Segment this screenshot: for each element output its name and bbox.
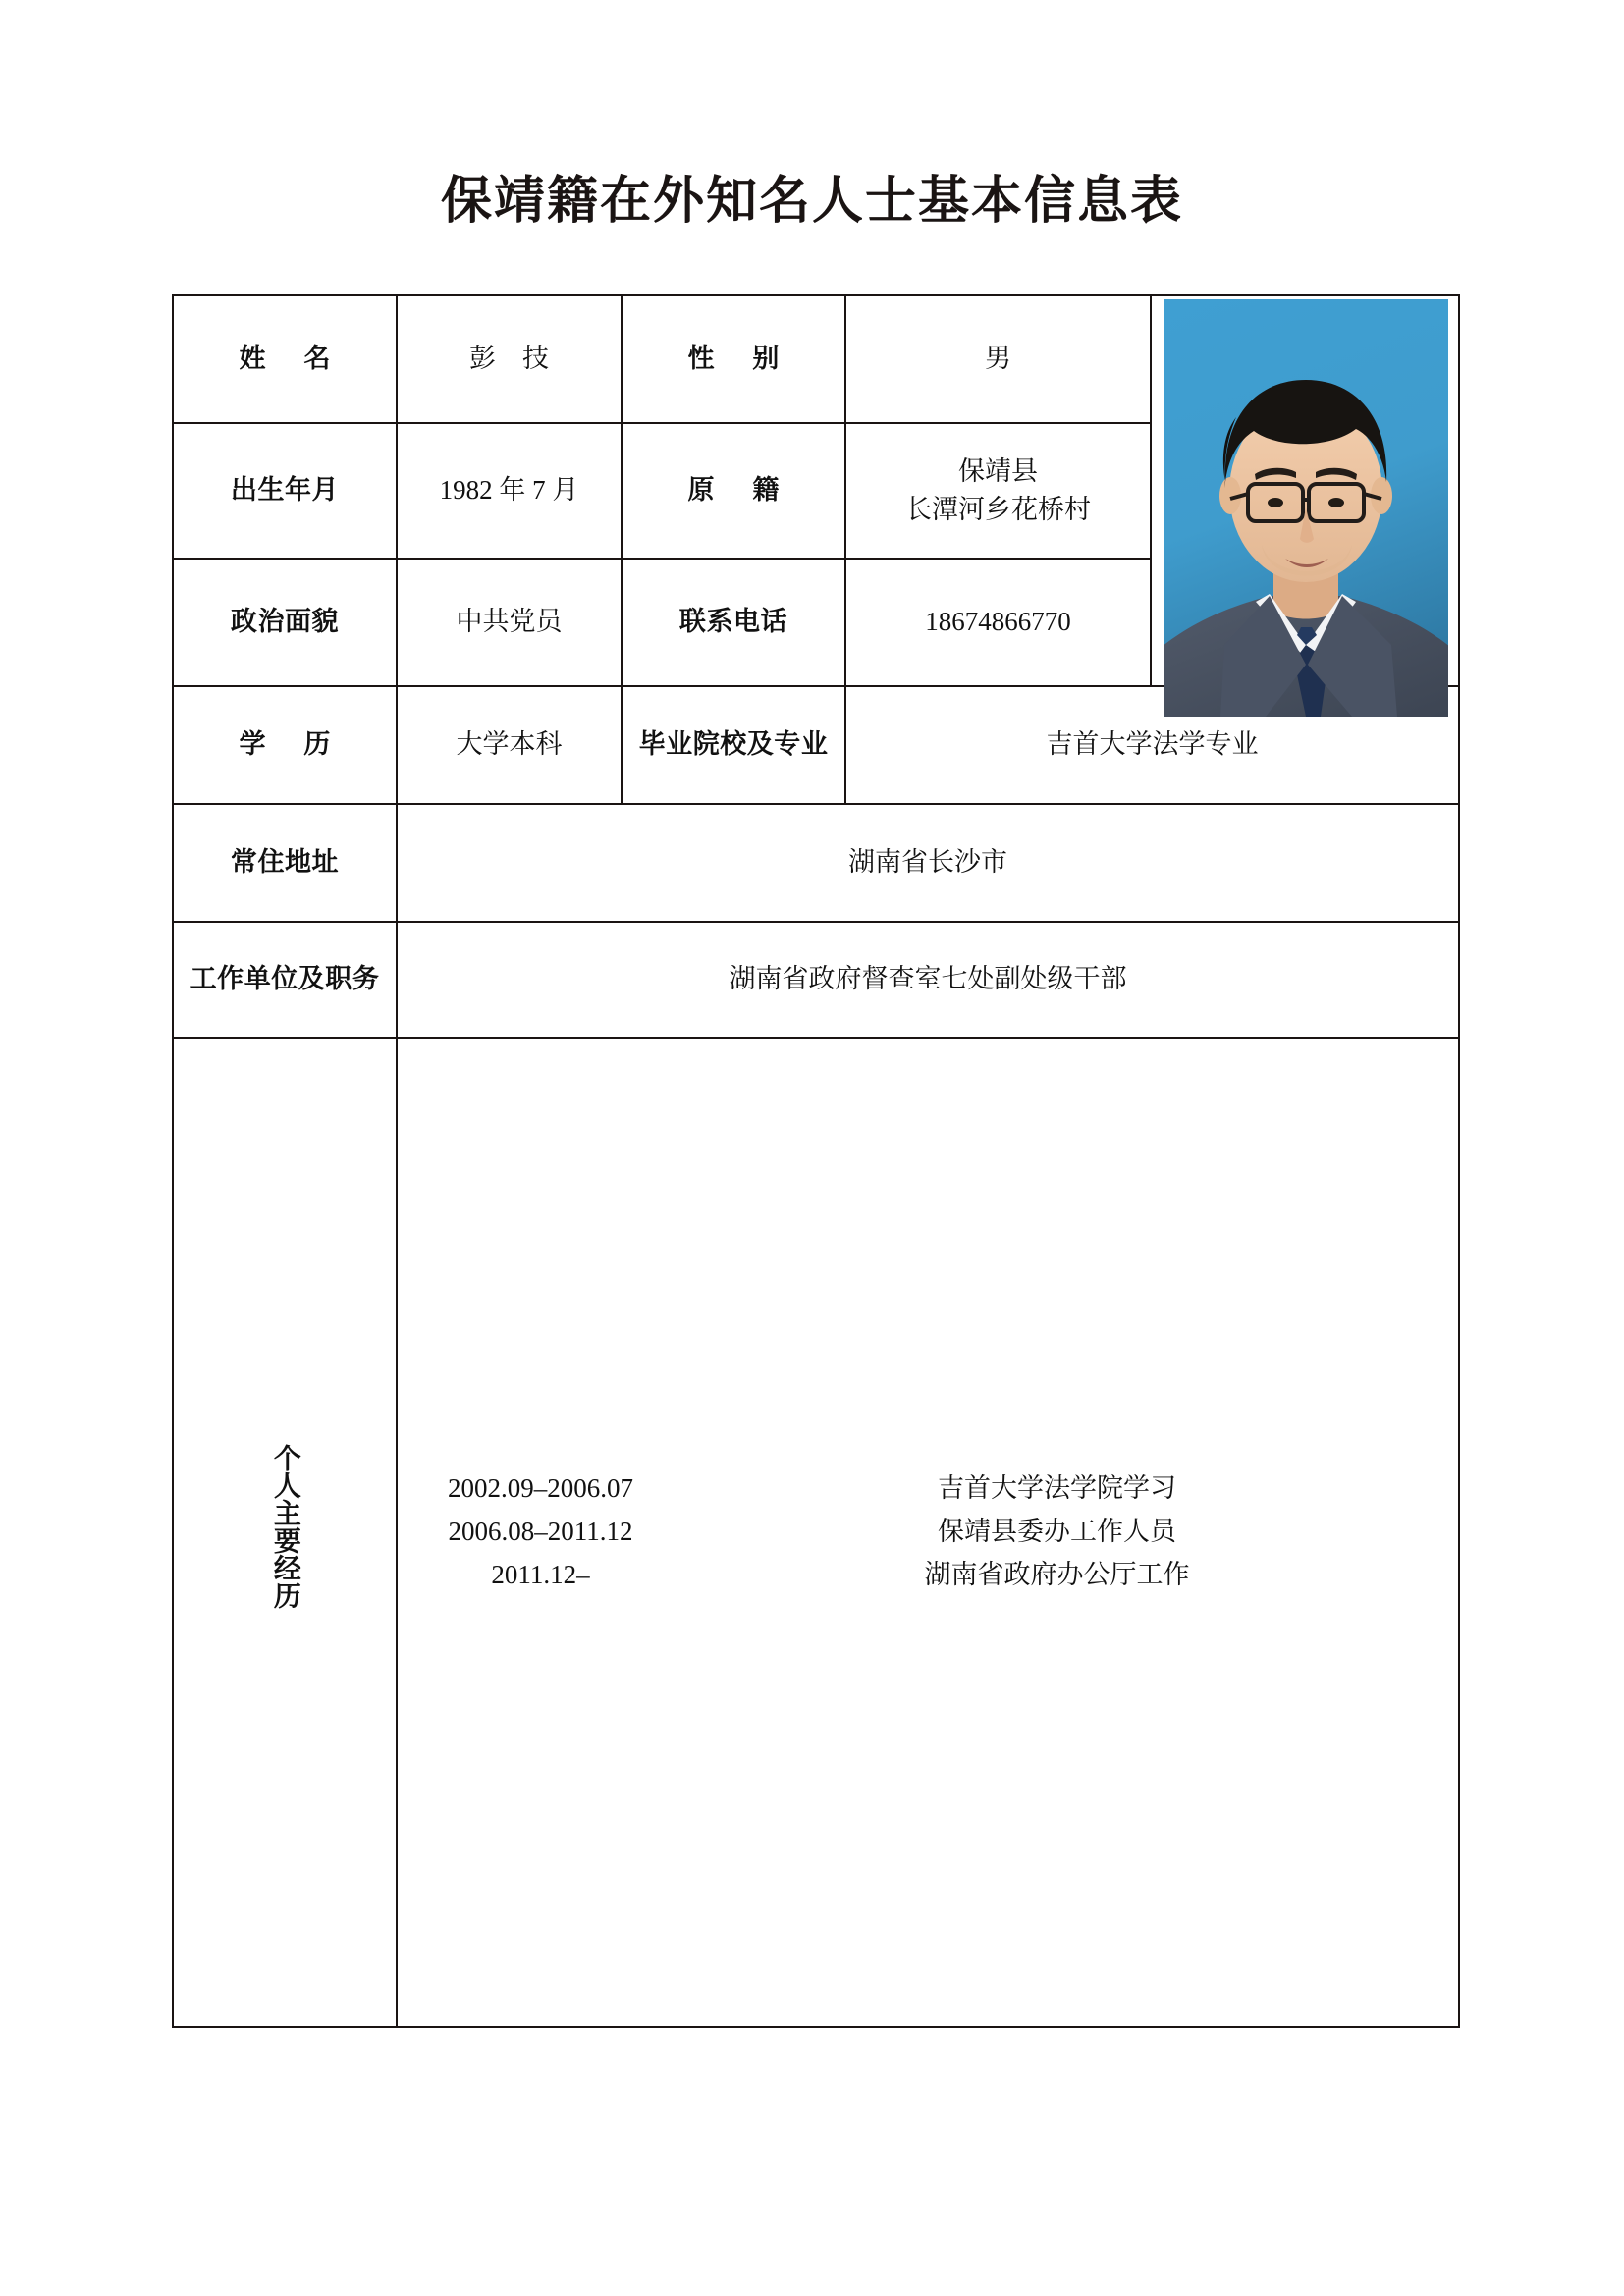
value-birth-date: 1982 年 7 月 [397, 423, 622, 559]
table-row-name [173, 295, 1459, 423]
value-origin [845, 423, 1151, 559]
value-education: 大学本科 [397, 686, 622, 804]
label-phone: 联系电话 [622, 559, 845, 686]
experience-item [425, 1468, 1458, 1511]
value-political-status: 中共党员 [397, 559, 622, 686]
value-school-major: 吉首大学法学专业 [845, 686, 1459, 804]
page-title: 保靖籍在外知名人士基本信息表 [440, 174, 1183, 230]
label-school-major: 毕业院校及专业 [622, 686, 845, 804]
value-residence-address: 湖南省长沙市 [397, 804, 1459, 922]
label-residence-address: 常住地址 [173, 804, 397, 922]
experience-list [425, 1468, 1458, 1596]
experience-item [425, 1511, 1458, 1554]
value-name: 彭 技 [397, 295, 622, 423]
table-row-work [173, 922, 1459, 1038]
value-phone: 18674866770 [845, 559, 1151, 686]
label-name: 姓 名 [173, 295, 397, 423]
experience-period: 2002.09–2006.07 [448, 1473, 633, 1504]
photo-cell [1151, 295, 1459, 686]
experience-description: 湖南省政府办公厅工作 [924, 1559, 1190, 1589]
value-personal-experience [397, 1038, 1459, 2027]
person-info-table [172, 294, 1460, 2028]
value-gender: 男 [845, 295, 1151, 423]
experience-item [425, 1554, 1458, 1597]
portrait-photo [1164, 299, 1448, 717]
label-gender: 性 别 [622, 295, 845, 423]
portrait-photo-image [1164, 299, 1448, 717]
value-work-unit-position: 湖南省政府督查室七处副处级干部 [397, 922, 1459, 1038]
value-origin-line2: 长潭河乡花桥村 [905, 495, 1091, 524]
label-political-status: 政治面貌 [173, 559, 397, 686]
value-origin-line1: 保靖县 [958, 455, 1038, 486]
table-row-address [173, 804, 1459, 922]
label-personal-experience-cell [173, 1038, 397, 2027]
experience-period: 2011.12– [491, 1559, 590, 1589]
table-row-experience [173, 1038, 1459, 2027]
label-work-unit-position: 工作单位及职务 [173, 922, 397, 1038]
experience-description: 吉首大学法学院学习 [938, 1473, 1176, 1504]
experience-period: 2006.08–2011.12 [448, 1517, 633, 1547]
label-birth-date: 出生年月 [173, 423, 397, 559]
label-personal-experience: 个人主要经历 [269, 1444, 300, 1610]
label-origin: 原 籍 [622, 423, 845, 559]
label-education: 学 历 [173, 686, 397, 804]
experience-description: 保靖县委办工作人员 [938, 1517, 1176, 1547]
